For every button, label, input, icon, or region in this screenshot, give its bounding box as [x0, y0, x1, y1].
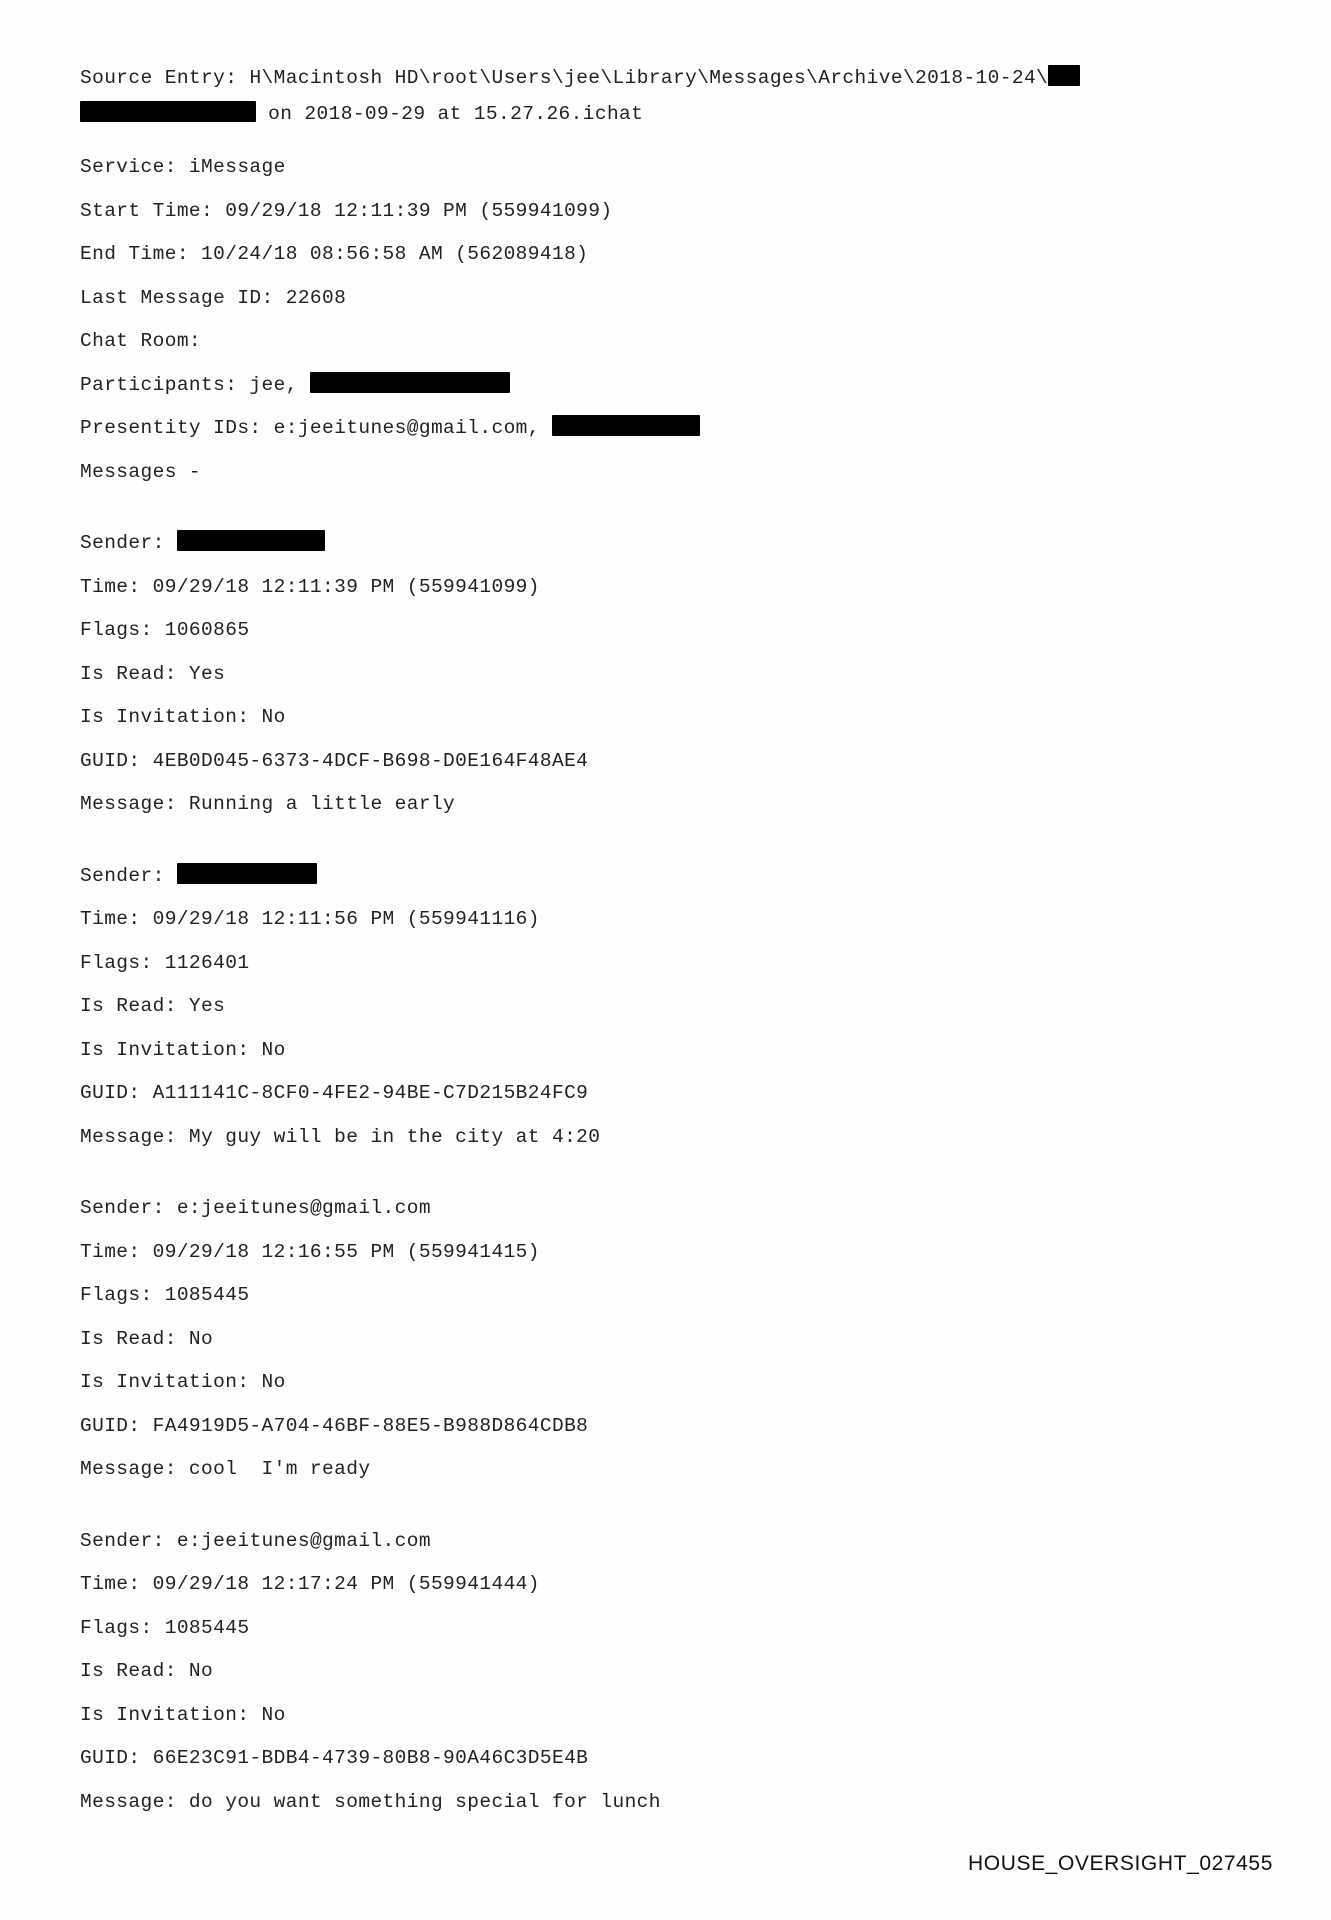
is-invitation-line: Is Invitation: No: [80, 706, 286, 728]
guid-line: GUID: A111141C-8CF0-4FE2-94BE-C7D215B24FC9: [80, 1082, 589, 1104]
is-invitation-line: Is Invitation: No: [80, 1703, 286, 1726]
sender-label: Sender:: [80, 864, 177, 887]
message-entry: [80, 855, 1260, 1160]
redaction-bar: [177, 530, 325, 551]
message-entry: [80, 1187, 1260, 1492]
last-message-id-line: Last Message ID: 22608: [80, 286, 347, 309]
flags-line: Flags: 1060865: [80, 619, 250, 641]
presentity-ids-line: [80, 407, 1260, 451]
message-entry: [80, 1520, 1260, 1825]
source-entry-line-2: [80, 96, 1260, 132]
time-line: Time: 09/29/18 12:11:56 PM (559941116): [80, 908, 540, 930]
flags-line: Flags: 1085445: [80, 1284, 250, 1306]
source-header-block: [80, 60, 1260, 132]
source-entry-label: Source Entry:: [80, 67, 250, 89]
guid-line: GUID: 4EB0D045-6373-4DCF-B698-D0E164F48AE4: [80, 749, 589, 772]
is-invitation-line: Is Invitation: No: [80, 1371, 286, 1393]
messages-label-line: Messages -: [80, 460, 202, 483]
is-invitation-line: Is Invitation: No: [80, 1038, 286, 1061]
message-text-line: Message: Running a little early: [80, 793, 456, 815]
document-body: [80, 60, 1260, 1824]
time-line: Time: 09/29/18 12:11:39 PM (559941099): [80, 575, 540, 598]
participants-label: Participants: jee,: [80, 373, 310, 396]
is-read-line: Is Read: No: [80, 1660, 214, 1682]
guid-line: GUID: 66E23C91-BDB4-4739-80B8-90A46C3D5E4B: [80, 1747, 589, 1769]
end-time-line: End Time: 10/24/18 08:56:58 AM (562089418): [80, 243, 589, 265]
sender-value: e:jeeitunes@gmail.com: [176, 1529, 431, 1552]
bates-number: HOUSE_OVERSIGHT_027455: [968, 1852, 1273, 1875]
flags-line: Flags: 1126401: [80, 951, 250, 974]
is-read-line: Is Read: Yes: [80, 662, 226, 685]
time-line: Time: 09/29/18 12:17:24 PM (559941444): [80, 1573, 540, 1595]
sender-label: Sender:: [80, 1197, 177, 1219]
message-text-line: Message: cool I'm ready: [80, 1458, 371, 1480]
is-read-line: Is Read: Yes: [80, 995, 226, 1017]
sender-line: [80, 855, 1260, 899]
redaction-bar: [552, 415, 700, 436]
chat-room-line: Chat Room:: [80, 330, 202, 352]
start-time-line: Start Time: 09/29/18 12:11:39 PM (559941099): [80, 199, 613, 222]
source-entry-path: H\Macintosh HD\root\Users\jee\Library\Messages\Archive\2018-10-24\: [249, 67, 1049, 89]
message-text-line: Message: do you want something special for lunch: [80, 1790, 661, 1813]
redaction-bar: [310, 372, 510, 393]
redaction-bar: [80, 101, 256, 122]
sender-line: [80, 1187, 1260, 1231]
guid-line: GUID: FA4919D5-A704-46BF-88E5-B988D864CDB8: [80, 1414, 589, 1437]
service-line: Service: iMessage: [80, 156, 286, 178]
source-entry-line: [80, 60, 1260, 96]
sender-value: e:jeeitunes@gmail.com: [176, 1197, 431, 1219]
presentity-label: Presentity IDs: e:jeeitunes@gmail.com,: [80, 417, 552, 439]
redaction-bar: [177, 863, 317, 884]
sender-line: [80, 522, 1260, 566]
sender-label: Sender:: [80, 532, 177, 554]
source-entry-suffix: on 2018-09-29 at 15.27.26.ichat: [256, 103, 644, 125]
time-line: Time: 09/29/18 12:16:55 PM (559941415): [80, 1240, 540, 1263]
is-read-line: Is Read: No: [80, 1327, 214, 1350]
participants-line: [80, 364, 1260, 408]
redaction-bar: [1048, 65, 1080, 86]
sender-label: Sender:: [80, 1529, 177, 1552]
message-text-line: Message: My guy will be in the city at 4:20: [80, 1125, 601, 1148]
message-entry: [80, 522, 1260, 827]
flags-line: Flags: 1085445: [80, 1616, 250, 1639]
sender-line: [80, 1520, 1260, 1564]
